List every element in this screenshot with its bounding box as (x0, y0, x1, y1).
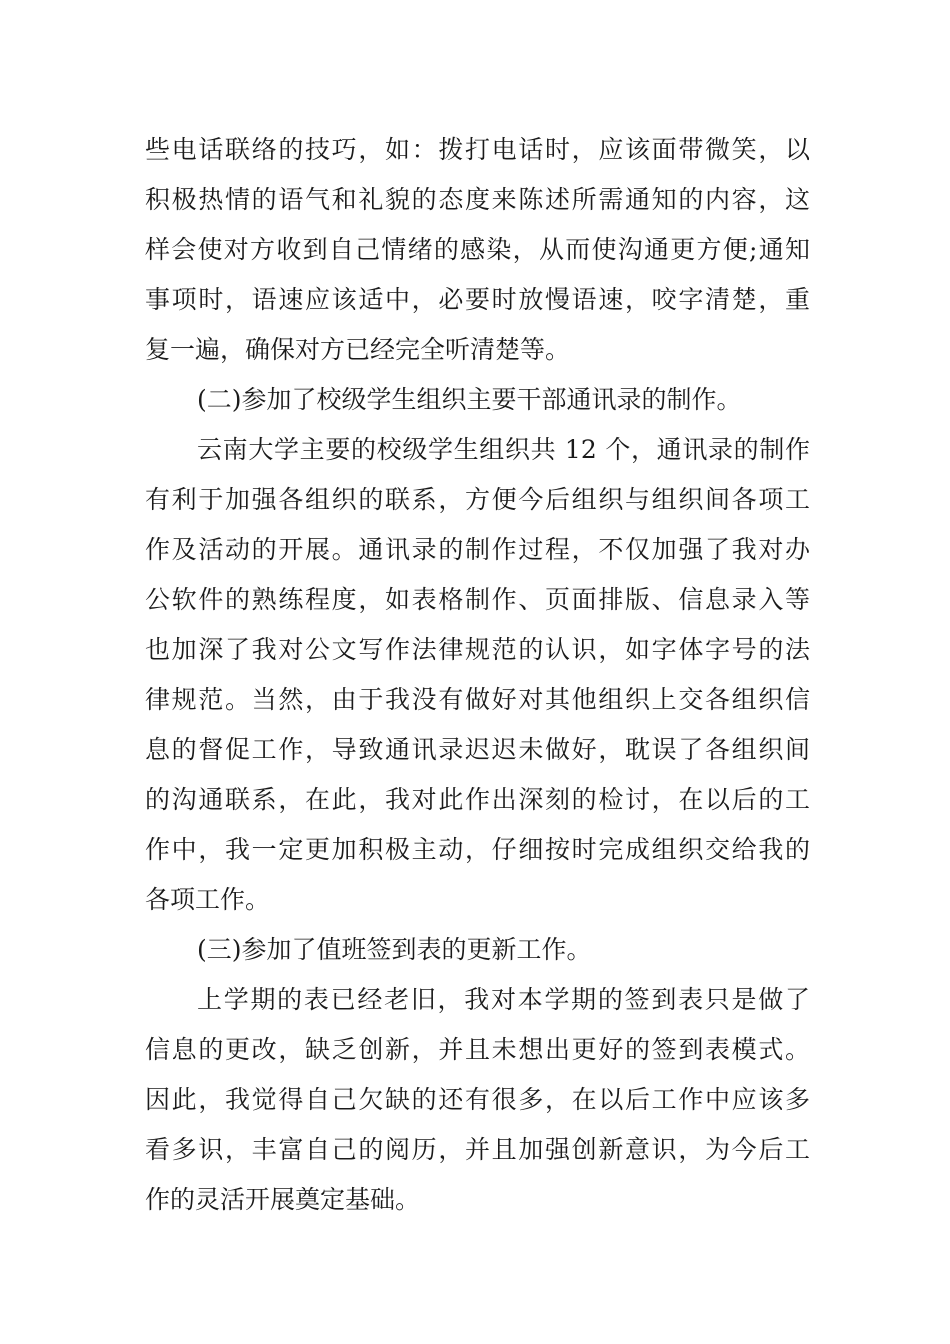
section-heading: (二)参加了校级学生组织主要干部通讯录的制作。 (197, 385, 742, 414)
text-line: 云南大学主要的校级学生组织共 12 个，通讯录的制作 (197, 435, 810, 464)
text-line: 些电话联络的技巧，如：拨打电话时，应该面带微笑，以 (145, 135, 810, 164)
text-line: 公软件的熟练程度，如表格制作、页面排版、信息录入等 (145, 585, 810, 614)
text-line: 积极热情的语气和礼貌的态度来陈述所需通知的内容，这 (145, 185, 810, 214)
text-line: 有利于加强各组织的联系，方便今后组织与组织间各项工 (145, 485, 810, 514)
text-line: 信息的更改，缺乏创新，并且未想出更好的签到表模式。 (145, 1035, 810, 1064)
text-line: 复一遍，确保对方已经完全听清楚等。 (145, 335, 571, 364)
text-line: 的沟通联系，在此，我对此作出深刻的检讨，在以后的工 (145, 785, 810, 814)
text-line: 作中，我一定更加积极主动，仔细按时完成组织交给我的 (145, 835, 810, 864)
text-line: 样会使对方收到自己情绪的感染，从而使沟通更方便;通知 (145, 235, 810, 264)
text-line: 也加深了我对公文写作法律规范的认识，如字体字号的法 (145, 635, 810, 664)
text-line: 上学期的表已经老旧，我对本学期的签到表只是做了 (197, 985, 810, 1014)
text-line: 作的灵活开展奠定基础。 (145, 1185, 421, 1214)
text-line: 息的督促工作，导致通讯录迟迟未做好，耽误了各组织间 (145, 735, 810, 764)
text-line: 因此，我觉得自己欠缺的还有很多，在以后工作中应该多 (145, 1085, 810, 1114)
text-line: 作及活动的开展。通讯录的制作过程，不仅加强了我对办 (145, 535, 810, 564)
text-line: 事项时，语速应该适中，必要时放慢语速，咬字清楚，重 (145, 285, 810, 314)
text-line: 各项工作。 (145, 885, 271, 914)
section-heading: (三)参加了值班签到表的更新工作。 (197, 935, 592, 964)
text-line: 律规范。当然，由于我没有做好对其他组织上交各组织信 (145, 685, 810, 714)
text-line: 看多识，丰富自己的阅历，并且加强创新意识，为今后工 (145, 1135, 810, 1164)
